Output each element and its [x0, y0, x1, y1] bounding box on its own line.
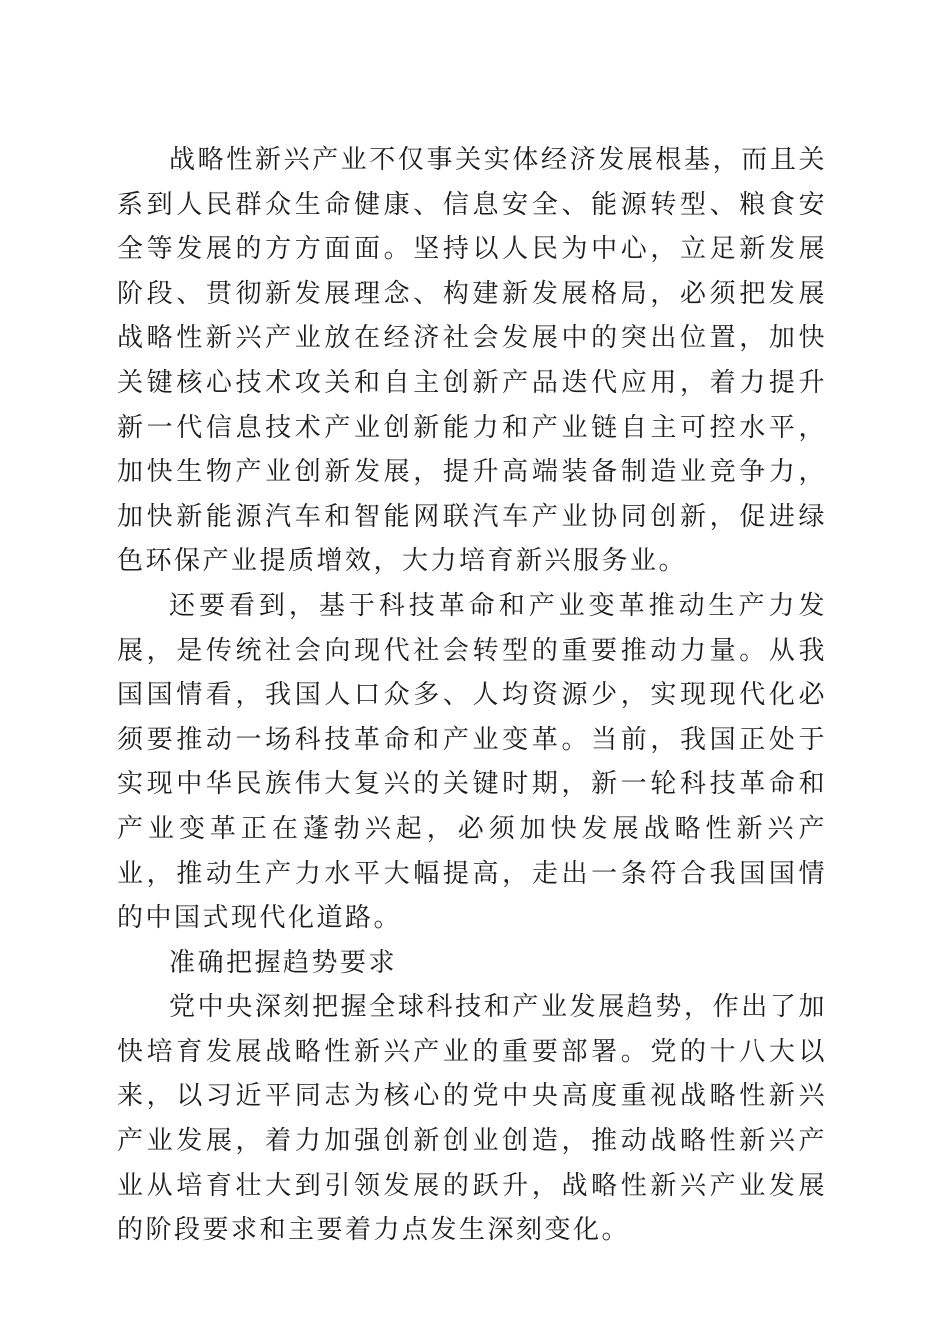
paragraph-party-central: 党中央深刻把握全球科技和产业发展趋势，作出了加快培育发展战略性新兴产业的重要部署。党的十八大以来，以习近平同志为核心的党中央高度重视战略性新兴产业发展，着力加强创新创业创造，推动战略性新兴产业从培育壮大到引领发展的跃升，战略性新兴产业发展的阶段要求和主要着力点发生深刻变化。 — [117, 992, 827, 1246]
section-subheading: 准确把握趋势要求 — [169, 947, 398, 978]
document-body — [117, 138, 827, 1253]
paragraph-tech-revolution: 还要看到，基于科技革命和产业变革推动生产力发展，是传统社会向现代社会转型的重要推动力量。从我国国情看，我国人口众多、人均资源少，实现现代化必须要推动一场科技革命和产业变革。当前，我国正处于实现中华民族伟大复兴的关键时期，新一轮科技革命和产业变革正在蓬勃兴起，必须加快发展战略性新兴产业，推动生产力水平大幅提高，走出一条符合我国国情的中国式现代化道路。 — [117, 590, 827, 934]
paragraph-strategic-industries: 战略性新兴产业不仅事关实体经济发展根基，而且关系到人民群众生命健康、信息安全、能源转型、粮食安全等发展的方方面面。坚持以人民为中心，立足新发展阶段、贯彻新发展理念、构建新发展格局，必须把发展战略性新兴产业放在经济社会发展中的突出位置，加快关键核心技术攻关和自主创新产品迭代应用，着力提升新一代信息技术产业创新能力和产业链自主可控水平，加快生物产业创新发展，提升高端装备制造业竞争力，加快新能源汽车和智能网联汽车产业协同创新，促进绿色环保产业提质增效，大力培育新兴服务业。 — [117, 145, 827, 577]
